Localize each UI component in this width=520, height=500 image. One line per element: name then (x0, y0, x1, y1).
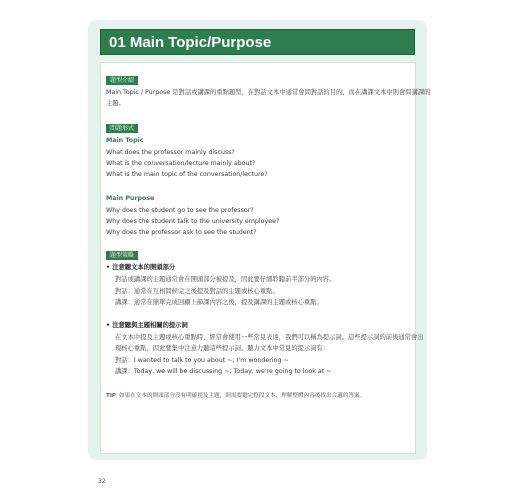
section-header (100, 29, 415, 55)
intro-tag: 題型介紹 (106, 76, 138, 85)
strategy-point-title: • 注意聽文本的開頭部分 (106, 264, 176, 271)
main-purpose-heading: Main Purpose (106, 195, 155, 202)
section-title: 01 Main Topic/Purpose (109, 33, 272, 51)
strategy-tag: 題型策略 (106, 251, 138, 260)
strategy-point-title: • 注意聽與主題相關的提示詞 (106, 322, 188, 329)
purpose-question: Why does the professor ask to see the student? (106, 229, 257, 236)
strategy-line: 講課：通常在簡單完成回顧上節課內容之後，提及講課的主題或核心重點。 (115, 299, 323, 306)
topic-question: What does the professor mainly discuss? (106, 149, 235, 156)
strategy-line: 現核心重點，因此要集中注意力聽這些提示詞。聽力文本中常見的提示詞有： (115, 345, 330, 352)
main-topic-heading: Main Topic (106, 137, 144, 144)
strategy-line: 對話或講課的主題通常會在開頭部分被提及，因此要仔細聆聽前半部分的內容。 (115, 276, 336, 283)
tip-text: 如果在文本的開頭部分沒有明確提及主題，則需要聽完整段文本，理解整體內容後找出合適的答案。 (119, 393, 366, 399)
strategy-line: 對話：I wanted to talk to you about ~; I'm wondering ~ (115, 357, 289, 364)
purpose-question: Why does the student go to see the professor? (106, 207, 254, 214)
topic-question: What is the conversation/lecture mainly about? (106, 160, 256, 167)
intro-line: Main Topic / Purpose 是對話或講課的重點題型，在對話文本中通常會問對話的目的，而在講課文本中則會問講課的 (106, 89, 431, 96)
forms-tag: 問題形式 (106, 124, 138, 133)
strategy-line: 對話：通常在互相問候完之後提及對話的主題或核心重點。 (115, 288, 279, 295)
tip-label: TIP (106, 393, 116, 399)
topic-question: What is the main topic of the conversation/lecture? (106, 171, 268, 178)
purpose-question: Why does the student talk to the university employee? (106, 218, 280, 225)
strategy-line: 講課：Today, we will be discussing ~; Today, we're going to look at ~ (115, 368, 332, 375)
strategy-line: 在文本中提及主題或核心重點時，經常會使用一些常見表達，我們可以稱為提示詞。這些提示詞的前後通常會出 (115, 334, 424, 341)
tip-line (106, 392, 365, 400)
intro-line: 主題。 (106, 100, 125, 107)
page-number: 32 (98, 478, 106, 485)
